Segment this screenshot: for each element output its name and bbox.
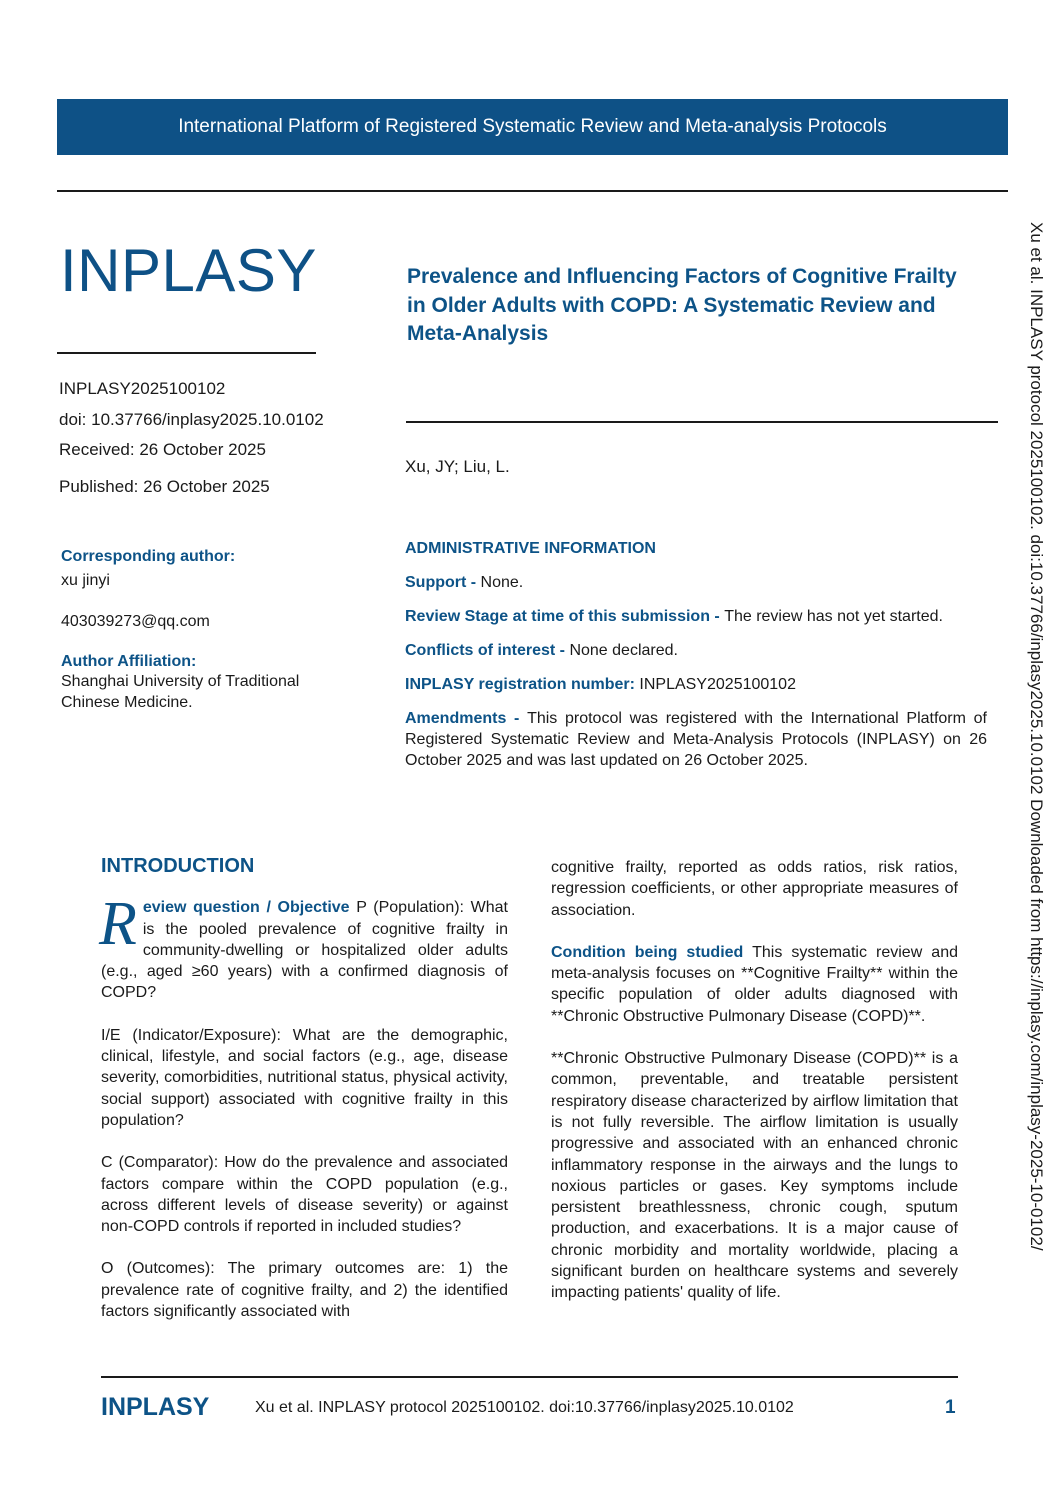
registration-value: INPLASY2025100102 xyxy=(639,676,796,693)
header-divider xyxy=(57,190,1008,192)
page-number: 1 xyxy=(945,1397,956,1418)
support-label: Support - xyxy=(405,574,481,591)
introduction-heading: INTRODUCTION xyxy=(101,855,255,877)
received-date: Received: 26 October 2025 xyxy=(59,440,266,459)
right-column xyxy=(551,857,958,1325)
copd-description: **Chronic Obstructive Pulmonary Disease (COPD)** is a common, preventable, and treatable persistent respiratory disease characterized by airflow limitation that is not fully reversible. The airflow limitation is usually progressive and associated with an enhanced chronic inflammatory response in the airways and the lungs to noxious particles or gases. Key symptoms include persistent breathlessness, chronic cough, sputum production, and exacerbations. It is a major cause of chronic morbidity and mortality worldwide, placing a significant burden on healthcare systems and severely impacting patients' quality of life. xyxy=(551,1050,958,1302)
review-question-label: eview question / Objective xyxy=(142,899,350,917)
corresponding-email[interactable]: 403039273@qq.com xyxy=(61,613,210,630)
admin-heading: ADMINISTRATIVE INFORMATION xyxy=(405,540,656,557)
corresponding-name: xu jinyi xyxy=(61,572,110,589)
condition-label: Condition being studied xyxy=(551,943,744,961)
left-column xyxy=(101,856,508,1343)
published-date: Published: 26 October 2025 xyxy=(59,477,270,496)
vertical-citation: Xu et al. INPLASY protocol 2025100102. doi:10.37766/inplasy2025.10.0102 Downloaded from https://inplasy.com/inplasy-2025-10-0102/ xyxy=(1027,222,1046,1251)
footer-divider xyxy=(101,1376,958,1378)
registration-number xyxy=(405,674,987,695)
authors: Xu, JY; Liu, L. xyxy=(405,457,510,476)
protocol-id: INPLASY2025100102 xyxy=(59,379,226,398)
support-value: None. xyxy=(480,574,524,591)
registration-label: INPLASY registration number: xyxy=(405,676,640,693)
conflicts-label: Conflicts of interest - xyxy=(405,642,570,659)
support xyxy=(405,572,987,593)
footer-citation: Xu et al. INPLASY protocol 2025100102. doi:10.37766/inplasy2025.10.0102 xyxy=(255,1399,794,1416)
affiliation-label: Author Affiliation: xyxy=(61,653,197,670)
indicator-exposure: I/E (Indicator/Exposure): What are the demographic, clinical, lifestyle, and social factors (e.g., age, disease severity, comorbidities, nutritional status, physical activity, social support) associated with cognitive frailty in this population? xyxy=(101,1026,508,1129)
corresponding-author xyxy=(61,548,341,713)
amendments xyxy=(405,708,987,771)
footer-logo: INPLASY xyxy=(101,1393,210,1421)
outcomes: O (Outcomes): The primary outcomes are: 1) the prevalence rate of cognitive frailty, and 2) the identified factors significantly associated with xyxy=(101,1260,508,1321)
logo-underline xyxy=(57,352,316,354)
conflicts xyxy=(405,640,987,661)
stage-value: The review has not yet started. xyxy=(724,608,943,625)
amendments-value: This protocol was registered with the International Platform of Registered Systematic Review and Meta-Analysis Protocols (INPLASY) on 26 October 2025 and was last updated on 26 October 2025. xyxy=(405,710,987,769)
corresponding-label: Corresponding author: xyxy=(61,548,236,565)
amendments-label: Amendments - xyxy=(405,710,528,727)
journal-banner: International Platform of Registered Systematic Review and Meta-analysis Protocols xyxy=(57,99,1008,155)
affiliation: Shanghai University of Traditional Chinese Medicine. xyxy=(61,673,300,711)
review-stage xyxy=(405,606,987,627)
outcomes-continued: cognitive frailty, reported as odds ratios, risk ratios, regression coefficients, or other appropriate measures of association. xyxy=(551,859,958,919)
condition-text: This systematic review and meta-analysis focuses on **Cognitive Frailty** within the specific population of older adults diagnosed with **Chronic Obstructive Pulmonary Disease (COPD)**. xyxy=(551,943,959,1025)
title-divider xyxy=(406,421,998,423)
article-title: Prevalence and Influencing Factors of Cognitive Frailty in Older Adults with COPD: A Systematic Review and Meta-Analysis xyxy=(407,265,957,345)
review-question-text: P (Population): What is the pooled prevalence of cognitive frailty in community-dwelling or hospitalized older adults (e.g., aged ≥60 years) with a confirmed diagnosis of COPD? xyxy=(101,899,509,1002)
doi[interactable]: doi: 10.37766/inplasy2025.10.0102 xyxy=(59,410,324,429)
drop-cap: R xyxy=(99,890,137,959)
conflicts-value: None declared. xyxy=(569,642,678,659)
administrative-information xyxy=(405,538,987,771)
stage-label: Review Stage at time of this submission - xyxy=(405,608,725,625)
inplasy-logo: INPLASY xyxy=(60,237,317,304)
condition-being-studied xyxy=(551,942,958,1027)
comparator: C (Comparator): How do the prevalence and associated factors compare within the COPD population (e.g., across different levels of disease severity) or against non-COPD controls if reported in included studies? xyxy=(101,1154,508,1236)
review-question xyxy=(99,890,509,1003)
